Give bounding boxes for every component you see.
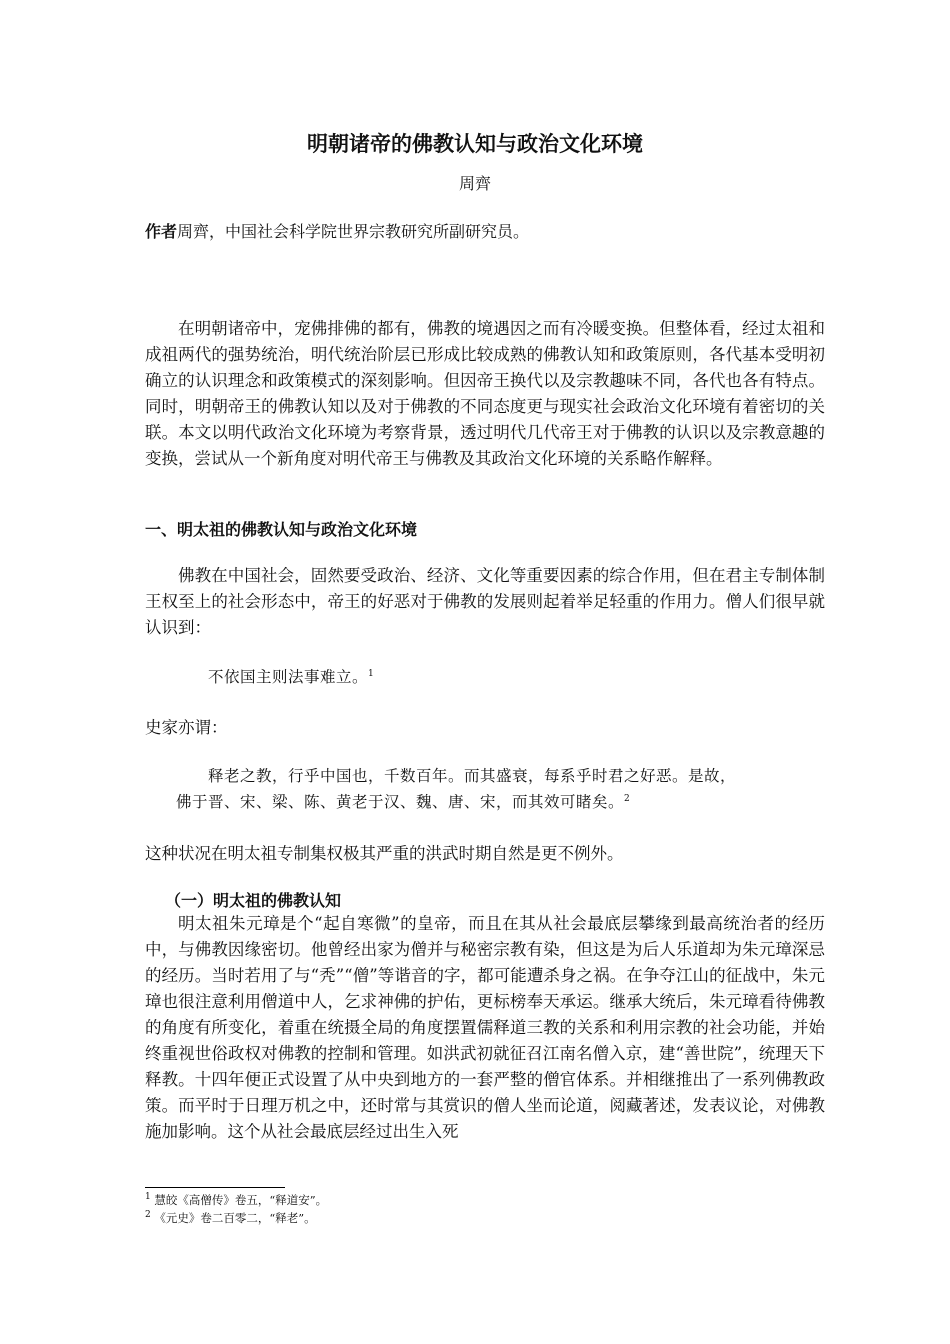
section-heading: 一、明太祖的佛教认知与政治文化环境 bbox=[145, 520, 418, 539]
footnote bbox=[145, 1192, 327, 1208]
block-quote bbox=[176, 763, 836, 815]
footnote-ref: 2 bbox=[624, 793, 631, 804]
page-title: 明朝诸帝的佛教认知与政治文化环境 bbox=[307, 132, 643, 156]
author-name: 周齊 bbox=[458, 174, 491, 193]
body-text: 这种状况在明太祖专制集权极其严重的洪武时期自然是更不例外。 bbox=[145, 844, 624, 863]
quote-line: 释老之教，行乎中国也，千数百年。而其盛衰，每系乎时君之好恶。是故， bbox=[208, 767, 737, 785]
footnote-text: 慧皎《高僧传》卷五，“释道安”。 bbox=[154, 1193, 328, 1207]
footnote-number: 1 bbox=[145, 1192, 151, 1203]
footnote bbox=[145, 1210, 316, 1226]
footnote-number: 2 bbox=[145, 1210, 151, 1221]
author-note bbox=[145, 219, 825, 242]
body-text: 史家亦谓： bbox=[145, 718, 228, 737]
quote-line-end bbox=[176, 789, 836, 815]
body-paragraph: 明太祖朱元璋是个“起自寒微”的皇帝，而且在其从社会最底层攀缘到最高统治者的经历中，与佛教因缘密切。他曾经出家为僧并与秘密宗教有染，但这是为后人乐道却为朱元璋深忌的经历。当时若用了与“秃”“僧”等谐音的字，都可能遭杀身之祸。在争夺江山的征战中，朱元璋也很注意利用僧道中人，乞求神佛的护佑，更标榜奉天承运。继承大统后，朱元璋看待佛教的角度有所变化，着重在统摄全局的角度摆置儒释道三教的关系和利用宗教的社会功能，并始终重视世俗政权对佛教的控制和管理。如洪武初就征召江南名僧入京，建“善世院”，统理天下释教。十四年便正式设置了从中央到地方的一套严整的僧官体系。并相继推出了一系列佛教政策。而平时于日理万机之中，还时常与其赏识的僧人坐而论道，阅藏著述，发表议论，对佛教施加影响。这个从社会最底层经过出生入死 bbox=[145, 914, 825, 1141]
author-note-text: 周齊，中国社会科学院世界宗教研究所副研究员。 bbox=[177, 222, 530, 241]
subsection-heading: （一）明太祖的佛教认知 bbox=[165, 891, 342, 910]
author-note-label: 作者 bbox=[145, 222, 178, 241]
block-quote bbox=[208, 664, 808, 690]
abstract-paragraph: 在明朝诸帝中，宠佛排佛的都有，佛教的境遇因之而有冷暖变换。但整体看，经过太祖和成祖两代的强势统治，明代统治阶层已形成比较成熟的佛教认知和政策原则，各代基本受明初确立的认识理念和政策模式的深刻影响。但因帝王换代以及宗教趣味不同，各代也各有特点。同时，明朝帝王的佛教认知以及对于佛教的不同态度更与现实社会政治文化环境有着密切的关联。本文以明代政治文化环境为考察背景，透过明代几代帝王对于佛教的认识以及宗教意趣的变换，尝试从一个新角度对明代帝王与佛教及其政治文化环境的关系略作解释。 bbox=[145, 319, 825, 468]
quote-text: 不依国主则法事难立。 bbox=[208, 668, 369, 686]
footnote-ref: 1 bbox=[368, 668, 375, 679]
footnote-divider bbox=[145, 1187, 285, 1188]
footnote-text: 《元史》卷二百零二，“释老”。 bbox=[154, 1211, 316, 1225]
quote-line: 佛于晋、宋、梁、陈、黄老于汉、魏、唐、宋，而其效可睹矣。 bbox=[176, 793, 625, 811]
body-paragraph: 佛教在中国社会，固然要受政治、经济、文化等重要因素的综合作用，但在君主专制体制王权至上的社会形态中，帝王的好恶对于佛教的发展则起着举足轻重的作用力。僧人们很早就认识到： bbox=[145, 566, 825, 637]
